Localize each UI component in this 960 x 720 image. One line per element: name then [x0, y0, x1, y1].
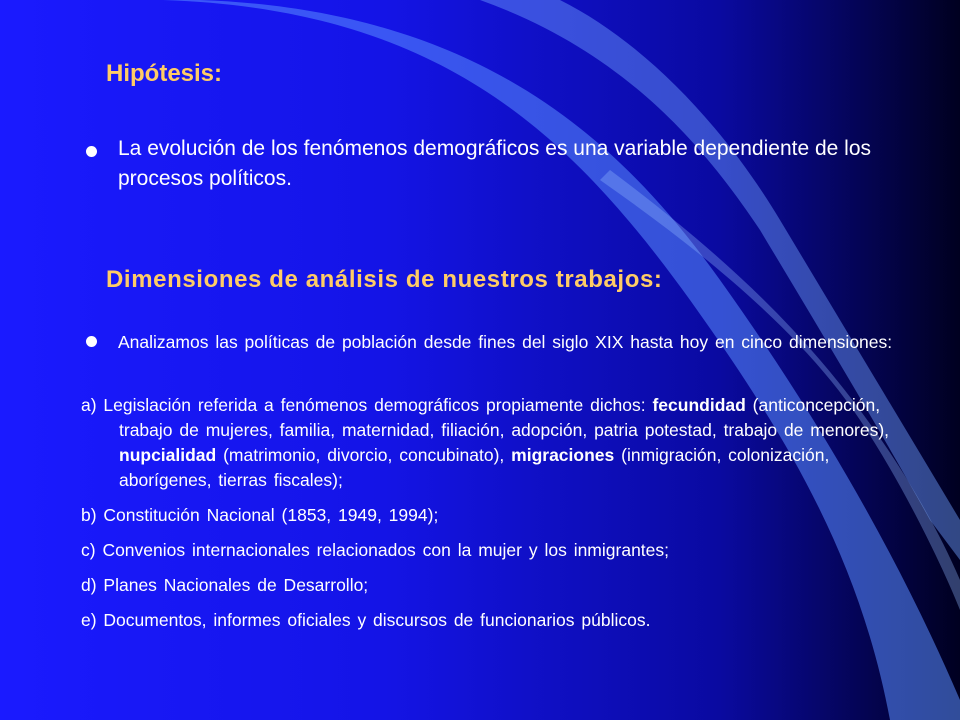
item-a-text3: (inmigración, colonización, aborígenes, tierras fiscales);	[119, 445, 830, 490]
bullet-icon	[86, 146, 97, 157]
list-item-e: e) Documentos, informes oficiales y discursos de funcionarios públicos.	[81, 610, 651, 630]
list-item-d: d) Planes Nacionales de Desarrollo;	[81, 575, 369, 595]
list-item-c: c) Convenios internacionales relacionados con la mujer y los inmigrantes;	[81, 540, 670, 560]
list-item-b: b) Constitución Nacional (1853, 1949, 1994);	[81, 505, 439, 525]
heading-dimensions: Dimensiones de análisis de nuestros trabajos:	[106, 266, 663, 293]
term-fecundidad: fecundidad	[652, 395, 746, 415]
item-a-prefix: a) Legislación referida a fenómenos demográficos propiamente dichos:	[81, 395, 653, 415]
item-a-text1: (anticoncepción, trabajo de mujeres, familia, maternidad, filiación, adopción, patria potestad, trabajo de menores),	[119, 395, 890, 440]
dimensions-list	[81, 393, 901, 633]
item-a-text2: (matrimonio, divorcio, concubinato),	[216, 445, 512, 465]
bullet-icon	[86, 336, 97, 347]
hypothesis-text: La evolución de los fenómenos demográficos es una variable dependiente de los procesos políticos.	[118, 137, 872, 190]
list-item-a	[81, 393, 901, 493]
heading-hypothesis: Hipótesis:	[106, 60, 223, 87]
term-migraciones: migraciones	[511, 445, 615, 465]
term-nupcialidad: nupcialidad	[119, 445, 217, 465]
dimensions-intro: Analizamos las políticas de población desde fines del siglo XIX hasta hoy en cinco dimensiones:	[118, 332, 893, 352]
